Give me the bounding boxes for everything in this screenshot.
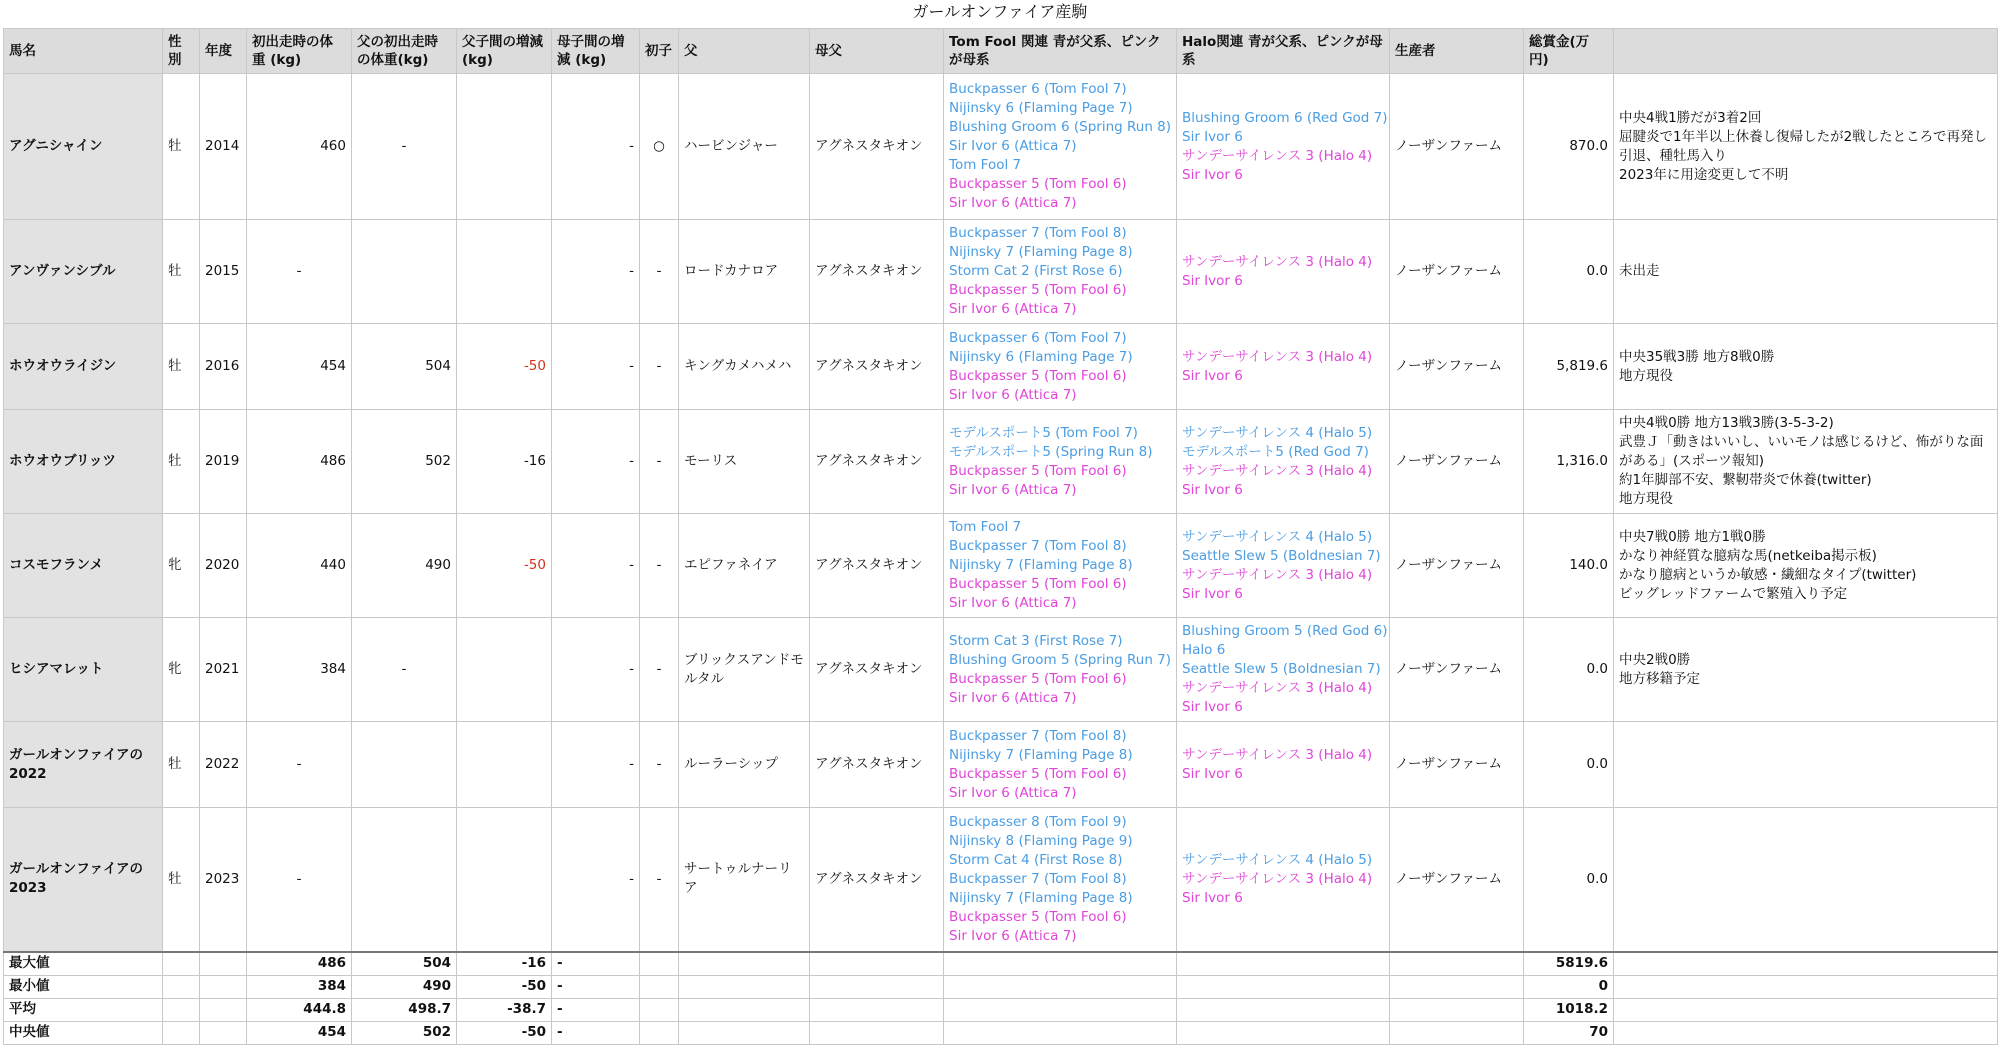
pedigree-line: サンデーサイレンス 3 (Halo 4)	[1182, 147, 1373, 164]
table-row	[4, 410, 1998, 514]
summary-prize[interactable]: 70	[1524, 1021, 1614, 1044]
empty-cell[interactable]	[200, 998, 247, 1021]
empty-cell[interactable]	[1390, 1021, 1524, 1044]
pedigree-line: サンデーサイレンス 3 (Halo 4)	[1182, 253, 1373, 270]
empty-cell[interactable]	[163, 952, 200, 976]
horse-name-cell[interactable]: コスモフランメ	[4, 514, 163, 618]
dam-diff-cell[interactable]: -	[552, 410, 640, 514]
halo-cell[interactable]	[1177, 220, 1390, 324]
sire-cell[interactable]: サートゥルナーリア	[679, 808, 810, 952]
pedigree-line: Sir Ivor 6 (Attica 7)	[949, 481, 1077, 498]
pedigree-line: Sir Ivor 6	[1182, 272, 1243, 289]
sire-cell[interactable]: モーリス	[679, 410, 810, 514]
sire-diff-cell[interactable]: -50	[457, 514, 552, 618]
sex-cell[interactable]: 牝	[163, 618, 200, 722]
header-cell[interactable]: Tom Fool 関連 青が父系、ピンクが母系	[944, 29, 1177, 74]
sire-cell[interactable]: ロードカナロア	[679, 220, 810, 324]
table-row	[4, 74, 1998, 220]
year-cell[interactable]: 2020	[200, 514, 247, 618]
pedigree-line: Nijinsky 8 (Flaming Page 9)	[949, 832, 1133, 849]
tomfool-cell[interactable]	[944, 618, 1177, 722]
header-cell[interactable]: 年度	[200, 29, 247, 74]
sex-cell[interactable]: 牡	[163, 324, 200, 410]
empty-cell[interactable]	[200, 1021, 247, 1044]
empty-cell[interactable]	[1390, 998, 1524, 1021]
header-cell[interactable]: 母子間の増減 (kg)	[552, 29, 640, 74]
pedigree-line: Storm Cat 3 (First Rose 7)	[949, 632, 1123, 649]
table-row	[4, 618, 1998, 722]
empty-cell[interactable]	[944, 952, 1177, 976]
first-foal-cell[interactable]: -	[640, 618, 679, 722]
sire-weight-cell[interactable]: 502	[352, 410, 457, 514]
empty-cell[interactable]	[1614, 998, 1998, 1021]
dam-sire-cell[interactable]: アグネスタキオン	[810, 808, 944, 952]
first-foal-cell[interactable]: -	[640, 722, 679, 808]
summary-sire-diff[interactable]: -50	[457, 1021, 552, 1044]
pedigree-line: Halo 6	[1182, 642, 1226, 658]
pedigree-line: Buckpasser 5 (Tom Fool 6)	[949, 908, 1127, 925]
note-line: かなり臆病というか敏感・繊細なタイプ(twitter)	[1619, 566, 1917, 583]
halo-cell[interactable]	[1177, 618, 1390, 722]
first-foal-cell[interactable]: -	[640, 220, 679, 324]
empty-cell[interactable]	[640, 998, 679, 1021]
tomfool-cell[interactable]	[944, 722, 1177, 808]
horse-name-cell[interactable]: ホウオウライジン	[4, 324, 163, 410]
pedigree-line: Sir Ivor 6	[1182, 166, 1243, 183]
note-line: 中央4戦1勝だが3着2回	[1619, 109, 1762, 126]
empty-cell[interactable]	[810, 952, 944, 976]
notes-cell[interactable]	[1614, 74, 1998, 220]
sheet-title: ガールオンファイア産駒	[912, 2, 1088, 21]
breeder-cell[interactable]: ノーザンファーム	[1390, 808, 1524, 952]
breeder-cell[interactable]: ノーザンファーム	[1390, 74, 1524, 220]
pedigree-line: Buckpasser 5 (Tom Fool 6)	[949, 282, 1127, 298]
empty-cell[interactable]	[640, 1021, 679, 1044]
sex-cell[interactable]: 牡	[163, 220, 200, 324]
notes-cell[interactable]	[1614, 514, 1998, 618]
dam-sire-cell[interactable]: アグネスタキオン	[810, 410, 944, 514]
table-row	[4, 324, 1998, 410]
sire-diff-cell[interactable]: -16	[457, 410, 552, 514]
pedigree-line: Nijinsky 6 (Flaming Page 7)	[949, 100, 1133, 116]
dam-diff-cell[interactable]: -	[552, 514, 640, 618]
table-row	[4, 722, 1998, 808]
pedigree-line: Seattle Slew 5 (Boldnesian 7)	[1182, 547, 1381, 564]
summary-label[interactable]: 最小値	[4, 975, 163, 998]
note-line: 中央7戦0勝 地方1戦0勝	[1619, 528, 1766, 545]
summary-sire-weight[interactable]: 504	[352, 952, 457, 976]
summary-weight[interactable]: 454	[247, 1021, 352, 1044]
note-line: がある」(スポーツ報知)	[1619, 453, 1764, 469]
pedigree-line: Buckpasser 5 (Tom Fool 6)	[949, 367, 1127, 384]
weight-cell[interactable]: -	[247, 722, 352, 808]
year-cell[interactable]: 2016	[200, 324, 247, 410]
year-cell[interactable]: 2014	[200, 74, 247, 220]
horse-rows	[4, 74, 1998, 952]
pedigree-line: モデルスポート5 (Spring Run 8)	[949, 443, 1153, 460]
summary-label[interactable]: 中央値	[4, 1021, 163, 1044]
pedigree-line: Sir Ivor 6 (Attica 7)	[949, 689, 1077, 706]
weight-cell[interactable]: 460	[247, 74, 352, 220]
pedigree-line: モデルスポート5 (Tom Fool 7)	[949, 424, 1138, 441]
empty-cell[interactable]	[679, 998, 810, 1021]
pedigree-line: Buckpasser 5 (Tom Fool 6)	[949, 576, 1127, 592]
summary-prize[interactable]: 5819.6	[1524, 952, 1614, 976]
breeder-cell[interactable]: ノーザンファーム	[1390, 514, 1524, 618]
tomfool-cell[interactable]	[944, 410, 1177, 514]
sire-diff-cell[interactable]: -50	[457, 324, 552, 410]
prize-cell[interactable]: 0.0	[1524, 618, 1614, 722]
pedigree-line: Nijinsky 7 (Flaming Page 8)	[949, 746, 1133, 763]
summary-sire-weight[interactable]: 498.7	[352, 998, 457, 1021]
tomfool-cell[interactable]	[944, 74, 1177, 220]
pedigree-line: Sir Ivor 6	[1182, 585, 1243, 602]
halo-cell[interactable]	[1177, 722, 1390, 808]
empty-cell[interactable]	[1177, 975, 1390, 998]
pedigree-line: Blushing Groom 5 (Spring Run 7)	[949, 651, 1172, 668]
tomfool-cell[interactable]	[944, 514, 1177, 618]
halo-cell[interactable]	[1177, 514, 1390, 618]
dam-diff-cell[interactable]: -	[552, 74, 640, 220]
pedigree-line: モデルスポート5 (Red God 7)	[1182, 443, 1369, 460]
horse-name-cell[interactable]: アグニシャイン	[4, 74, 163, 220]
pedigree-line: Nijinsky 7 (Flaming Page 8)	[949, 889, 1133, 906]
sire-weight-cell[interactable]	[352, 722, 457, 808]
dam-sire-cell[interactable]: アグネスタキオン	[810, 722, 944, 808]
horse-name-cell[interactable]: ホウオウブリッツ	[4, 410, 163, 514]
empty-cell[interactable]	[810, 975, 944, 998]
sire-weight-cell[interactable]: -	[352, 74, 457, 220]
pedigree-line: Buckpasser 5 (Tom Fool 6)	[949, 670, 1127, 687]
sire-diff-cell[interactable]	[457, 722, 552, 808]
empty-cell[interactable]	[163, 1021, 200, 1044]
note-line: 中央4戦0勝 地方13戦3勝(3-5-3-2)	[1619, 415, 1834, 431]
dam-sire-cell[interactable]: アグネスタキオン	[810, 220, 944, 324]
summary-sire-diff[interactable]: -16	[457, 952, 552, 976]
pedigree-line: Nijinsky 6 (Flaming Page 7)	[949, 348, 1133, 365]
pedigree-line: Sir Ivor 6	[1182, 128, 1243, 145]
empty-cell[interactable]	[679, 975, 810, 998]
prize-cell[interactable]: 1,316.0	[1524, 410, 1614, 514]
sire-weight-cell[interactable]: 490	[352, 514, 457, 618]
empty-cell[interactable]	[679, 952, 810, 976]
prize-cell[interactable]: 0.0	[1524, 220, 1614, 324]
table-row	[4, 220, 1998, 324]
empty-cell[interactable]	[1614, 952, 1998, 976]
summary-prize[interactable]: 1018.2	[1524, 998, 1614, 1021]
empty-cell[interactable]	[1177, 998, 1390, 1021]
header-row	[4, 29, 1998, 74]
pedigree-line: サンデーサイレンス 3 (Halo 4)	[1182, 870, 1373, 887]
header-cell[interactable]: Halo関連 青が父系、ピンクが母系	[1177, 29, 1390, 74]
pedigree-line: Sir Ivor 6 (Attica 7)	[949, 386, 1077, 403]
pedigree-line: Sir Ivor 6	[1182, 367, 1243, 384]
empty-cell[interactable]	[944, 1021, 1177, 1044]
weight-cell[interactable]: 384	[247, 618, 352, 722]
sex-cell[interactable]: 牝	[163, 514, 200, 618]
breeder-cell[interactable]: ノーザンファーム	[1390, 410, 1524, 514]
notes-cell[interactable]	[1614, 410, 1998, 514]
summary-weight[interactable]: 486	[247, 952, 352, 976]
pedigree-line: Tom Fool 7	[949, 157, 1022, 173]
pedigree-line: サンデーサイレンス 3 (Halo 4)	[1182, 680, 1373, 696]
weight-cell[interactable]: 486	[247, 410, 352, 514]
first-foal-cell[interactable]: -	[640, 514, 679, 618]
summary-row	[4, 1021, 1998, 1044]
header-cell[interactable]: 父子間の増減 (kg)	[457, 29, 552, 74]
sex-cell[interactable]: 牡	[163, 74, 200, 220]
pedigree-line: Storm Cat 2 (First Rose 6)	[949, 263, 1123, 279]
pedigree-line: サンデーサイレンス 3 (Halo 4)	[1182, 566, 1373, 583]
tomfool-cell[interactable]	[944, 324, 1177, 410]
dam-sire-cell[interactable]: アグネスタキオン	[810, 514, 944, 618]
pedigree-line: Buckpasser 6 (Tom Fool 7)	[949, 329, 1127, 346]
dam-diff-cell[interactable]: -	[552, 808, 640, 952]
notes-cell[interactable]	[1614, 220, 1998, 324]
pedigree-line: サンデーサイレンス 4 (Halo 5)	[1182, 528, 1373, 545]
pedigree-line: Buckpasser 5 (Tom Fool 6)	[949, 176, 1127, 192]
empty-cell[interactable]	[200, 952, 247, 976]
pedigree-line: Sir Ivor 6 (Attica 7)	[949, 595, 1077, 611]
header-cell[interactable]: 総賞金(万円)	[1524, 29, 1614, 74]
note-line: 地方移籍予定	[1619, 670, 1700, 687]
halo-cell[interactable]	[1177, 410, 1390, 514]
summary-weight[interactable]: 384	[247, 975, 352, 998]
pedigree-line: Sir Ivor 6 (Attica 7)	[949, 784, 1077, 801]
pedigree-line: Buckpasser 7 (Tom Fool 8)	[949, 727, 1127, 744]
first-foal-cell[interactable]: ○	[640, 74, 679, 220]
sire-diff-cell[interactable]	[457, 220, 552, 324]
summary-row	[4, 975, 1998, 998]
header-cell[interactable]: 初子	[640, 29, 679, 74]
summary-dam-diff[interactable]: -	[552, 952, 640, 976]
prize-cell[interactable]: 0.0	[1524, 808, 1614, 952]
note-line: 武豊Ｊ「動きはいいし、いいモノは感じるけど、怖がりな面	[1619, 434, 1984, 450]
tomfool-cell[interactable]	[944, 220, 1177, 324]
summary-dam-diff[interactable]: -	[552, 998, 640, 1021]
year-cell[interactable]: 2019	[200, 410, 247, 514]
header-cell[interactable]: 性別	[163, 29, 200, 74]
year-cell[interactable]: 2015	[200, 220, 247, 324]
pedigree-line: Buckpasser 7 (Tom Fool 8)	[949, 870, 1127, 887]
dam-sire-cell[interactable]: アグネスタキオン	[810, 324, 944, 410]
note-line: ビッグレッドファームで繁殖入り予定	[1619, 585, 1848, 602]
dam-sire-cell[interactable]: アグネスタキオン	[810, 618, 944, 722]
sire-cell[interactable]: エピファネイア	[679, 514, 810, 618]
pedigree-line: Sir Ivor 6 (Attica 7)	[949, 138, 1077, 154]
pedigree-line: Buckpasser 6 (Tom Fool 7)	[949, 81, 1127, 97]
summary-row	[4, 998, 1998, 1021]
weight-cell[interactable]: -	[247, 220, 352, 324]
sire-weight-cell[interactable]: 504	[352, 324, 457, 410]
empty-cell[interactable]	[944, 998, 1177, 1021]
summary-prize[interactable]: 0	[1524, 975, 1614, 998]
horse-name-cell[interactable]: アンヴァンシブル	[4, 220, 163, 324]
dam-diff-cell[interactable]: -	[552, 220, 640, 324]
dam-diff-cell[interactable]: -	[552, 722, 640, 808]
sex-cell[interactable]: 牡	[163, 808, 200, 952]
summary-dam-diff[interactable]: -	[552, 1021, 640, 1044]
sire-diff-cell[interactable]	[457, 74, 552, 220]
pedigree-line: Buckpasser 8 (Tom Fool 9)	[949, 813, 1127, 830]
breeder-cell[interactable]: ノーザンファーム	[1390, 618, 1524, 722]
notes-cell[interactable]	[1614, 618, 1998, 722]
empty-cell[interactable]	[200, 975, 247, 998]
horse-name-cell[interactable]: ヒシアマレット	[4, 618, 163, 722]
empty-cell[interactable]	[1390, 975, 1524, 998]
pedigree-line: Blushing Groom 5 (Red God 6)	[1182, 623, 1388, 639]
empty-cell[interactable]	[640, 975, 679, 998]
weight-cell[interactable]: 454	[247, 324, 352, 410]
notes-cell[interactable]	[1614, 808, 1998, 952]
header-cell[interactable]: 父の初出走時の体重(kg)	[352, 29, 457, 74]
summary-label[interactable]: 最大値	[4, 952, 163, 976]
note-line: 2023年に用途変更して不明	[1619, 166, 1789, 183]
header-cell[interactable]: 馬名	[4, 29, 163, 74]
summary-weight[interactable]: 444.8	[247, 998, 352, 1021]
empty-cell[interactable]	[163, 998, 200, 1021]
prize-cell[interactable]: 870.0	[1524, 74, 1614, 220]
note-line: 地方現役	[1619, 491, 1673, 507]
pedigree-line: Nijinsky 7 (Flaming Page 8)	[949, 557, 1133, 573]
summary-row	[4, 952, 1998, 976]
pedigree-line: Sir Ivor 6	[1182, 889, 1243, 906]
pedigree-line: Sir Ivor 6	[1182, 699, 1243, 715]
year-cell[interactable]: 2022	[200, 722, 247, 808]
halo-cell[interactable]	[1177, 324, 1390, 410]
first-foal-cell[interactable]: -	[640, 808, 679, 952]
horse-name-cell[interactable]: ガールオンファイアの2022	[4, 722, 163, 808]
breeder-cell[interactable]: ノーザンファーム	[1390, 324, 1524, 410]
header-cell[interactable]: 生産者	[1390, 29, 1524, 74]
note-line: 約1年脚部不安、繋靭帯炎で休養(twitter)	[1619, 472, 1872, 488]
empty-cell[interactable]	[163, 975, 200, 998]
summary-sire-weight[interactable]: 502	[352, 1021, 457, 1044]
pedigree-line: Seattle Slew 5 (Boldnesian 7)	[1182, 661, 1381, 677]
summary-dam-diff[interactable]: -	[552, 975, 640, 998]
empty-cell[interactable]	[1614, 975, 1998, 998]
notes-cell[interactable]	[1614, 324, 1998, 410]
year-cell[interactable]: 2023	[200, 808, 247, 952]
empty-cell[interactable]	[1614, 1021, 1998, 1044]
halo-cell[interactable]	[1177, 74, 1390, 220]
pedigree-line: サンデーサイレンス 3 (Halo 4)	[1182, 462, 1373, 479]
prize-cell[interactable]: 140.0	[1524, 514, 1614, 618]
pedigree-line: Sir Ivor 6 (Attica 7)	[949, 301, 1077, 317]
summary-sire-diff[interactable]: -38.7	[457, 998, 552, 1021]
empty-cell[interactable]	[810, 1021, 944, 1044]
pedigree-line: Sir Ivor 6	[1182, 765, 1243, 782]
sire-cell[interactable]: ブリックスアンドモルタル	[679, 618, 810, 722]
weight-cell[interactable]: 440	[247, 514, 352, 618]
first-foal-cell[interactable]: -	[640, 324, 679, 410]
note-line: 地方現役	[1619, 367, 1673, 384]
pedigree-line: サンデーサイレンス 3 (Halo 4)	[1182, 348, 1373, 365]
table-row	[4, 808, 1998, 952]
sire-cell[interactable]: ハービンジャー	[679, 74, 810, 220]
table-row	[4, 514, 1998, 618]
header-cell[interactable]: 母父	[810, 29, 944, 74]
note-line: かなり神経質な臆病な馬(netkeiba掲示板)	[1619, 547, 1877, 564]
header-cell[interactable]: 初出走時の体重 (kg)	[247, 29, 352, 74]
header-cell[interactable]: 父	[679, 29, 810, 74]
pedigree-line: Sir Ivor 6	[1182, 481, 1243, 498]
sex-cell[interactable]: 牡	[163, 410, 200, 514]
year-cell[interactable]: 2021	[200, 618, 247, 722]
summary-sire-weight[interactable]: 490	[352, 975, 457, 998]
sire-diff-cell[interactable]	[457, 808, 552, 952]
pedigree-line: Buckpasser 7 (Tom Fool 8)	[949, 225, 1127, 241]
pedigree-line: Buckpasser 7 (Tom Fool 8)	[949, 538, 1127, 554]
pedigree-line: サンデーサイレンス 3 (Halo 4)	[1182, 746, 1373, 763]
empty-cell[interactable]	[679, 1021, 810, 1044]
pedigree-line: サンデーサイレンス 4 (Halo 5)	[1182, 851, 1373, 868]
dam-diff-cell[interactable]: -	[552, 324, 640, 410]
dam-diff-cell[interactable]: -	[552, 618, 640, 722]
header-cell[interactable]	[1614, 29, 1998, 74]
empty-cell[interactable]	[944, 975, 1177, 998]
note-line: 未出走	[1619, 263, 1660, 279]
sire-cell[interactable]: キングカメハメハ	[679, 324, 810, 410]
dam-sire-cell[interactable]: アグネスタキオン	[810, 74, 944, 220]
sire-weight-cell[interactable]: -	[352, 618, 457, 722]
sire-cell[interactable]: ルーラーシップ	[679, 722, 810, 808]
pedigree-line: Blushing Groom 6 (Red God 7)	[1182, 109, 1388, 126]
empty-cell[interactable]	[810, 998, 944, 1021]
sex-cell[interactable]: 牡	[163, 722, 200, 808]
note-line: 屈腱炎で1年半以上休養し復帰したが2戦したところで再発し	[1619, 128, 1988, 145]
horse-name-cell[interactable]: ガールオンファイアの2023	[4, 808, 163, 952]
breeder-cell[interactable]: ノーザンファーム	[1390, 220, 1524, 324]
pedigree-line: Nijinsky 7 (Flaming Page 8)	[949, 244, 1133, 260]
breeder-cell[interactable]: ノーザンファーム	[1390, 722, 1524, 808]
pedigree-line: サンデーサイレンス 4 (Halo 5)	[1182, 424, 1373, 441]
pedigree-line: Sir Ivor 6 (Attica 7)	[949, 195, 1077, 211]
sire-diff-cell[interactable]	[457, 618, 552, 722]
pedigree-line: Storm Cat 4 (First Rose 8)	[949, 851, 1123, 868]
weight-cell[interactable]: -	[247, 808, 352, 952]
empty-cell[interactable]	[640, 952, 679, 976]
pedigree-line: Buckpasser 5 (Tom Fool 6)	[949, 765, 1127, 782]
prize-cell[interactable]: 5,819.6	[1524, 324, 1614, 410]
note-line: 中央2戦0勝	[1619, 651, 1691, 668]
note-line: 引退、種牡馬入り	[1619, 147, 1727, 164]
sire-weight-cell[interactable]	[352, 808, 457, 952]
pedigree-line: Tom Fool 7	[949, 519, 1022, 535]
pedigree-line: Buckpasser 5 (Tom Fool 6)	[949, 462, 1127, 479]
data-table	[3, 28, 1998, 1045]
empty-cell[interactable]	[1177, 1021, 1390, 1044]
pedigree-line: Sir Ivor 6 (Attica 7)	[949, 927, 1077, 944]
prize-cell[interactable]: 0.0	[1524, 722, 1614, 808]
empty-cell[interactable]	[1390, 952, 1524, 976]
summary-rows	[4, 952, 1998, 1045]
halo-cell[interactable]	[1177, 808, 1390, 952]
notes-cell[interactable]	[1614, 722, 1998, 808]
empty-cell[interactable]	[1177, 952, 1390, 976]
sire-weight-cell[interactable]	[352, 220, 457, 324]
pedigree-line: Blushing Groom 6 (Spring Run 8)	[949, 119, 1172, 135]
note-line: 中央35戦3勝 地方8戦0勝	[1619, 348, 1775, 365]
tomfool-cell[interactable]	[944, 808, 1177, 952]
summary-label[interactable]: 平均	[4, 998, 163, 1021]
summary-sire-diff[interactable]: -50	[457, 975, 552, 998]
first-foal-cell[interactable]: -	[640, 410, 679, 514]
